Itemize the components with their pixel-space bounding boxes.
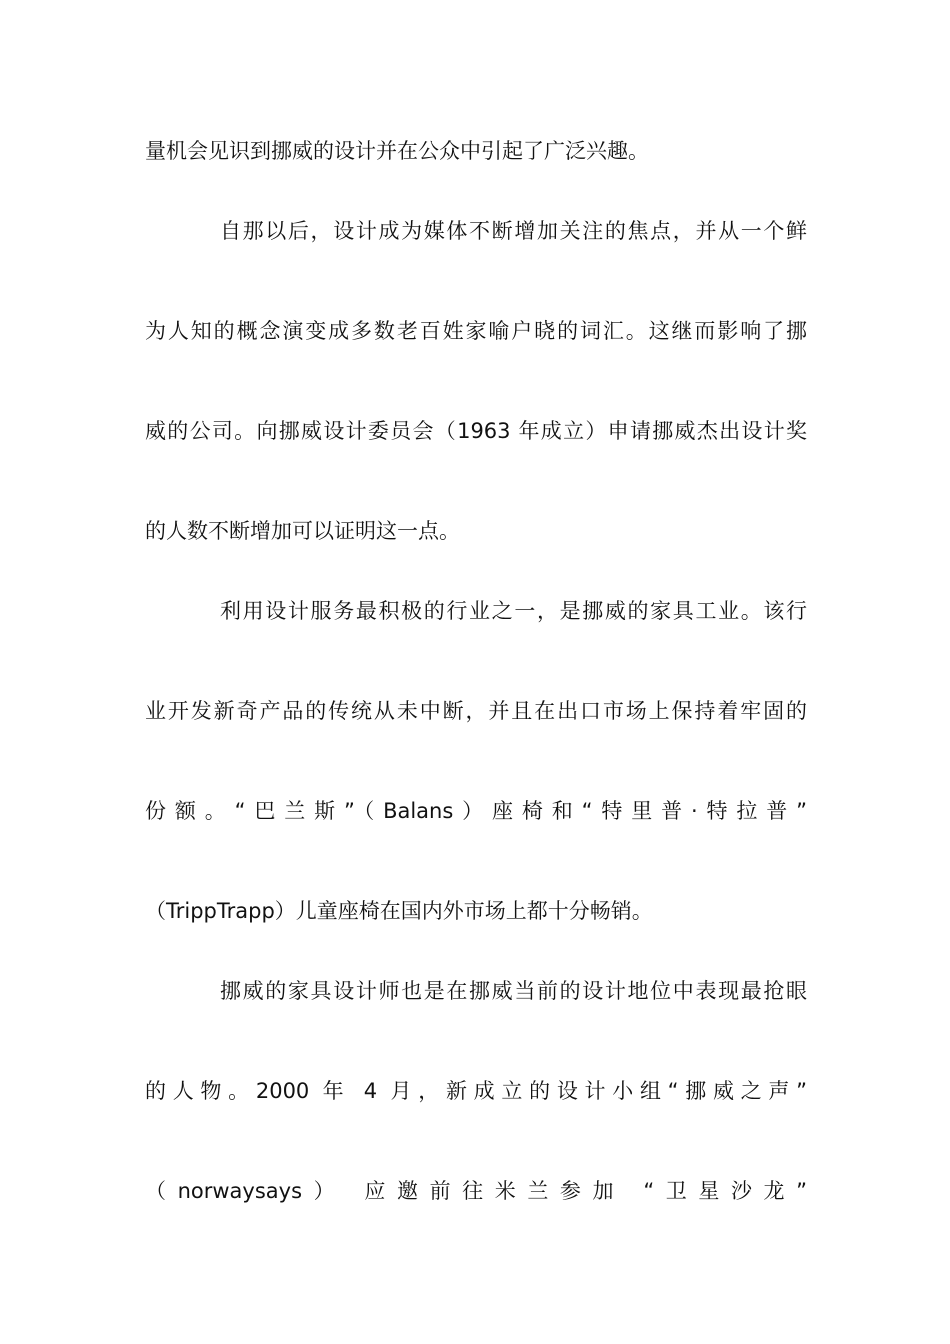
text-line-12: （norwaysays） 应邀前往米兰参加 “卫星沙龙” [145,1179,807,1203]
text-line-6: 利用设计服务最积极的行业之一，是挪威的家具工业。该行 [220,599,807,623]
text-line-7: 业开发新奇产品的传统从未中断，并且在出口市场上保持着牢固的 [145,699,807,723]
text-line-8: 份额。“巴兰斯”（Balans）座椅和“特里普·特拉普” [145,799,807,823]
text-line-4: 威的公司。向挪威设计委员会（1963 年成立）申请挪威杰出设计奖 [145,419,807,443]
text-line-5: 的人数不断增加可以证明这一点。 [145,519,460,543]
text-line-3: 为人知的概念演变成多数老百姓家喻户晓的词汇。这继而影响了挪 [145,319,807,343]
text-line-1: 量机会见识到挪威的设计并在公众中引起了广泛兴趣。 [145,139,649,163]
text-line-10: 挪威的家具设计师也是在挪威当前的设计地位中表现最抢眼 [220,979,807,1003]
text-line-9: （TrippTrapp）儿童座椅在国内外市场上都十分畅销。 [145,899,653,923]
text-line-2: 自那以后，设计成为媒体不断增加关注的焦点，并从一个鲜 [220,219,807,243]
text-line-11: 的人物。2000 年 4 月，新成立的设计小组“挪威之声” [145,1079,807,1103]
